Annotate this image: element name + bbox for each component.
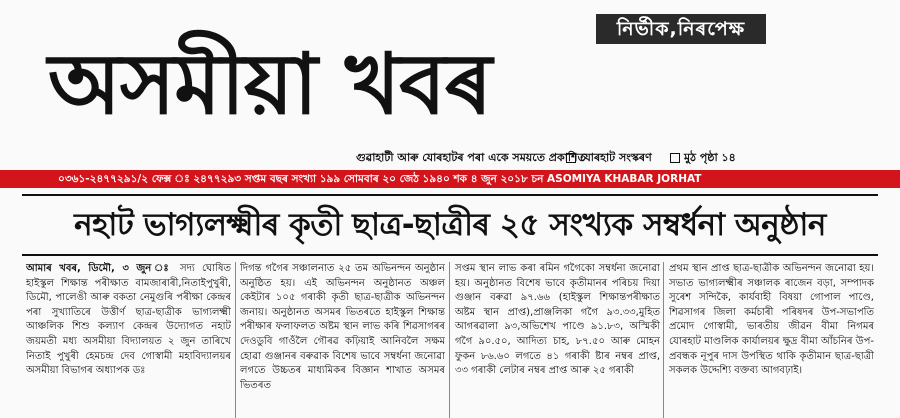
tagline-row [0,147,900,167]
article-column-4: প্ৰথম স্থান প্ৰাপ্ত ছাত্ৰ-ছাত্ৰীক অভিনন্দন জনোৱা হয়। সভাত ভাগ্যলক্ষ্মীৰ সঞ্চালক ৰাজেন বড়া, সম্পাদক সুৰেশ সন্দিকৈ, কাৰ্যবাহী বিষয়া গোপাল পাণ্ডে, শিৱসাগৰ জিলা কৰ্মচাৰী পৰিষদৰ উপ-সভাপতি প্ৰমোদ গোস্বামী, ভাৰতীয় জীৱন বীমা নিগমৰ যোৰহাট মাণ্ডলিক কাৰ্যালয়ৰ ক্ষুদ্ৰ বীমা আঁচনিৰ উপ-প্ৰবন্ধক নূপুৰ দাস উপস্থিত থাকি কৃতীমান ছাত্ৰ-ছাত্ৰী সকলক উদ্দেশ্যি বক্তব্য আগবঢ়াই। [669,263,874,377]
issue-info-bar [0,170,900,188]
article-body [26,262,876,418]
column-divider [235,262,236,418]
motto-box: নিৰ্ভীক,নিৰপেক্ষ [596,14,766,44]
issue-info-text: ০৩৬১-২৪৭৭২৯১/২ ফেক্স ঃ ২৪৭৭২৯৩ সপ্তম বছৰ সংখ্যা ১৯৯ সোমবাৰ ২০ জেঠ ১৯৪০ শক ৪ জুন ২০১৮ চন ASOMIYA KHABAR JORHAT [58,173,702,185]
column-divider [663,262,664,418]
square-bullet-icon [566,153,576,163]
square-bullet-icon [670,153,680,163]
article-column-3: সপ্তম স্থান লাভ কৰা ৰমিন গগৈকো সম্বৰ্ধনা জনোৱা হয়। অনুষ্ঠানত বিশেষ ভাবে কৃতীমানৰ পৰিচয় দিয়া গুঞ্জান বৰুৱা ৯৭.৬৬ (হাইস্কুল শিক্ষান্তপৰীক্ষাত অষ্টম স্থান প্ৰাপ্ত),প্ৰাঞ্জলিকা গগৈ ৯৩.৩৩,মুহিত আগৰৱালা ৯৩,অভিশেখ পাণ্ডে ৯১.৮৩, অস্মিকী গগৈ ৯০.৫০, আদিত্য চাহ, ৮৭.৫০ আৰু মোহন ফুকন ৮৬.৬০ লগতে ৪১ গৰাকী ষ্টাৰ নম্বৰ প্ৰাপ্ত, ৩৩ গৰাকী লেটাৰ নম্বৰ প্ৰাপ্ত আৰু ২৫ গৰাকী [455,263,660,377]
article-headline: নহাট ভাগ্যলক্ষ্মীৰ কৃতী ছাত্ৰ-ছাত্ৰীৰ ২৫ সংখ্যক সম্বৰ্ধনা অনুষ্ঠান [74,207,826,243]
headline-rule-bottom [22,254,878,256]
edition-label: যোৰহাট সংস্কৰণ [566,149,652,168]
column-text: সদ্য ঘোষিত হাইস্কুল শিক্ষান্ত পৰীক্ষাত বামজাৰাৰী,নিতাইপুখুৰী, ডিমৌ, পালেঙী আৰু বকতা নেমুগুৰি পৰীক্ষা কেন্দ্ৰৰ পৰা সুখ্যাতিৰে উত্তীৰ্ণ ছাত্ৰ-ছাত্ৰীক ভাগ্যলক্ষ্মী আঞ্চলিক শিশু কল্যাণ কেন্দ্ৰৰ উদ্যোগত নহাট জয়মতী মধ্য অসমীয়া বিদ্যালয়ত ২ জুন তাৰিখে নিতাই পুখুৰী হেমচন্দ্ৰ দেব গোস্বামী মহাবিদ্যালয়ৰ অসমীয়া বিভাগৰ অধ্যাপক ডঃ [26,263,231,377]
article-column-1 [26,262,231,418]
article-column-2: দিগন্ত গগৈৰ সঞ্চালনাত ২৫ তম অভিনন্দন অনুষ্ঠান অনুষ্ঠিত হয়। এই অভিনন্দন অনুষ্ঠানত অঞ্চল কেইটাৰ ১০৫ গৰাকী কৃতী ছাত্ৰ-ছাত্ৰীক অভিনন্দন জনায়। অনুষ্ঠানত অসমৰ ভিতৰতে হাইস্কুল শিক্ষান্ত পৰীক্ষাৰ ফলাফলত অষ্টম স্থান লাভ কৰি শিৱসাগৰৰ দেওডুবি গাওঁলৈ গৌৰৱ কঢ়িয়াই আনিবলৈ সক্ষম হোৱা গুঞ্জানৰ বৰুৱাক বিশেষ ভাবে সম্বৰ্ধনা জনোৱা লগতে উচ্চতৰ মাধ্যমিকৰ বিজ্ঞান শাখাত অসমৰ ভিতৰত [240,263,445,391]
article-dateline: আমাৰ খবৰ, ডিমৌ, ৩ জুন ঃ [26,263,173,274]
masthead [0,0,900,143]
newspaper-title: অসমীয়া খবৰ [48,34,492,133]
headline-rule-top [22,194,878,196]
page-count: মুঠ পৃষ্ঠা ১৪ [670,149,736,168]
publication-note: গুৱাহাটী আৰু যোৰহাটৰ পৰা একে সময়তে প্ৰকাশিত [356,151,586,164]
column-divider [449,262,450,418]
